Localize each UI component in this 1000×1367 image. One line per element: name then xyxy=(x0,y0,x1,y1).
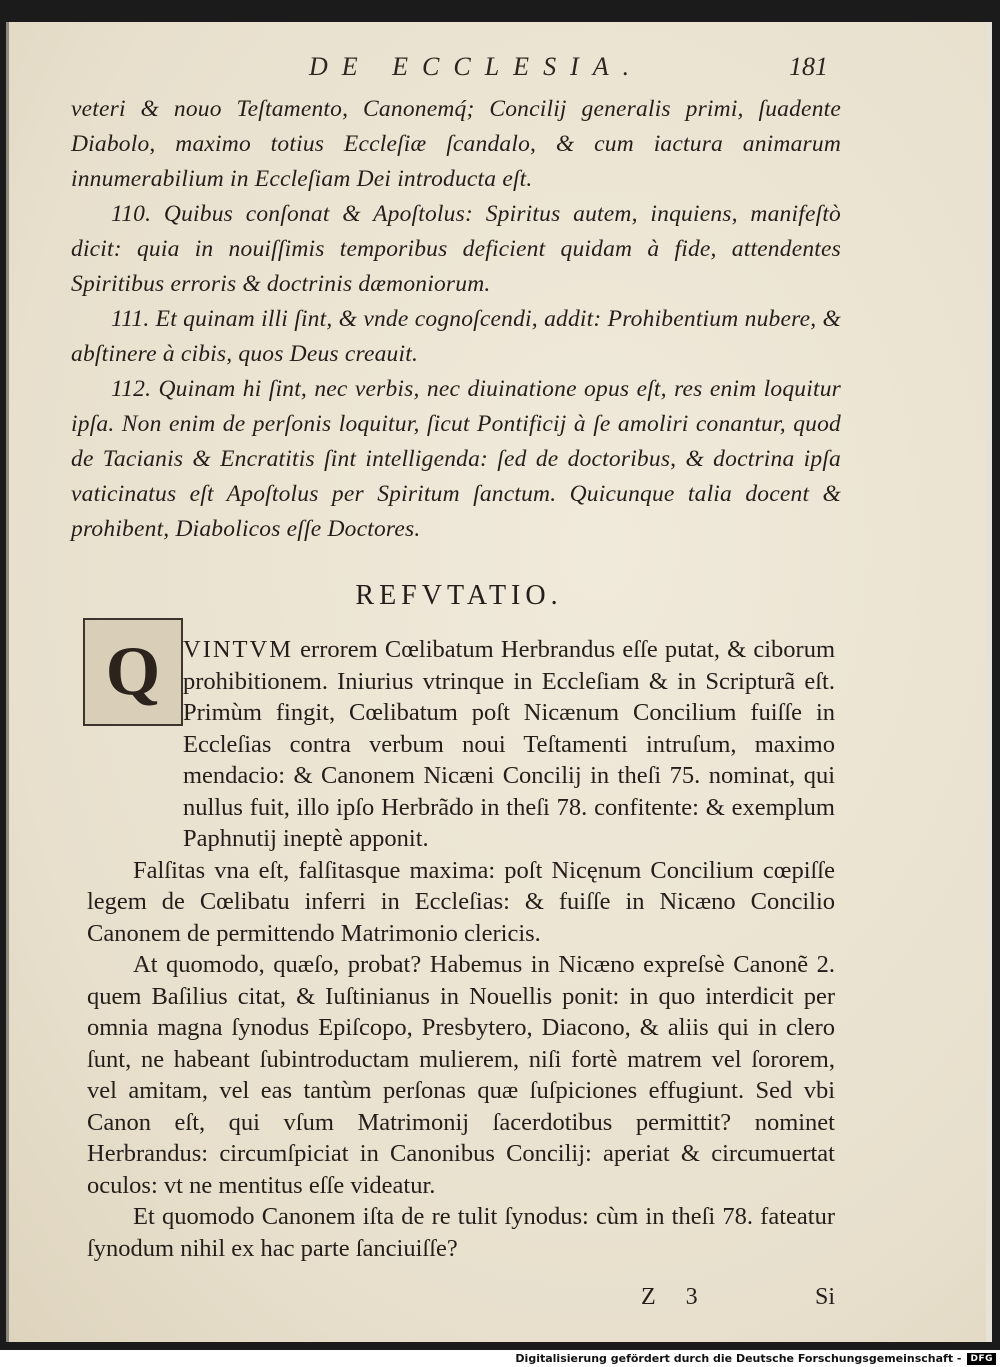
refutation-paragraph-1 xyxy=(87,634,835,855)
section-heading: REFVTATIO. xyxy=(355,580,563,611)
thesis-continuation: veteri & nouo Teſtamento, Canonemq́; Concilij generalis primi, ſuadente Diabolo, maximo totius Eccleſiæ ſcandalo, & cum iactura animarum innumerabilium in Eccleſiam Dei introducta eſt. xyxy=(71,96,841,192)
book-page xyxy=(6,22,992,1342)
refutation-paragraph-3: At quomodo, quæſo, probat? Habemus in Nicæno expreſsè Canonẽ 2. quem Baſilius citat, & Iuſtinianus in Nouellis ponit: in quo interdicit per omnia magna ſynodus Epiſcopo, Presbytero, Diacono, & aliis qui in clero ſunt, ne habeant ſubintroductam mulierem, niſi fortè matrem vel ſororem, vel amitam, vel eas tantùm perſonas quæ ſuſpiciones effugiunt. Sed vbi Canon eſt, qui vſum Matrimonij ſacerdotibus permittit? nominet Herbrandus: circumſpiciat in Canonibus Concilij: aperiat & circumuertat oculos: vt ne mentitus eſſe videatur. xyxy=(87,951,835,1199)
initial-letter: Q xyxy=(105,633,161,710)
running-head: DE ECCLESIA. xyxy=(309,52,644,81)
page-number: 181 xyxy=(789,52,828,81)
refutation-paragraph-4: Et quomodo Canonem iſta de re tulit ſynodus: cùm in theſi 78. fateatur ſynodum nihil ex hac parte ſanciuiſſe? xyxy=(87,1203,835,1262)
catchword: Si xyxy=(815,1284,836,1310)
thesis-110: 110. Quibus conſonat & Apoſtolus: Spiritus autem, inquiens, manifeſtò dicit: quia in nouiſſimis temporibus deficient quidam à fide, attendentes Spiritibus erroris & doctrinis dæmoniorum. xyxy=(71,201,841,297)
signature-mark: Z 3 xyxy=(641,1284,710,1310)
thesis-112: 112. Quinam hi ſint, nec verbis, nec diuinatione opus eſt, res enim loquitur ipſa. Non enim de perſonis loquitur, ſicut Pontificij à ſe amoliri conantur, quod de Tacianis & Encratitis ſint intelligenda: ſed de doctoribus, & doctrina ipſa vaticinatus eſt Apoſtolus per Spiritum ſanctum. Quicunque talia docent & prohibent, Diabolicos eſſe Doctores. xyxy=(71,376,841,542)
opening-word: VINTVM xyxy=(183,636,293,663)
refutation-paragraph-2: Falſitas vna eſt, falſitasque maxima: poſt Nicęnum Concilium cœpiſſe legem de Cœlibatu inferri in Eccleſias: & fuiſſe in Nicæno Concilio Canonem de permittendo Matrimonio clericis. xyxy=(87,856,835,947)
refutation-paragraph-1-text: errorem Cœlibatum Herbrandus eſſe putat, & ciborum prohibitionem. Iniurius vtrinque in Eccleſiam & in Scripturã eſt. Primùm fingit, Cœlibatum poſt Nicænum Concilium fuiſſe in Eccleſias contra verbum noui Teſtamenti intruſum, maximo mendacio: & Canonem Nicæni Concilij in theſi 75. nominat, qui nullus fuit, illo ipſo Herbrãdo in theſi 78. confitente: & exemplum Paphnutij ineptè apponit. xyxy=(183,636,835,852)
thesis-111: 111. Et quinam illi ſint, & vnde cognoſcendi, addit: Prohibentium nubere, & abſtinere à cibis, quos Deus creauit. xyxy=(71,306,841,367)
dfg-logo-icon: DFG xyxy=(967,1353,996,1365)
italic-theses xyxy=(71,92,841,547)
refutation-text xyxy=(87,634,835,1264)
digitization-footer xyxy=(515,1350,1000,1367)
footer-credit: Digitalisierung gefördert durch die Deutsche Forschungsgemeinschaft - xyxy=(515,1352,962,1365)
